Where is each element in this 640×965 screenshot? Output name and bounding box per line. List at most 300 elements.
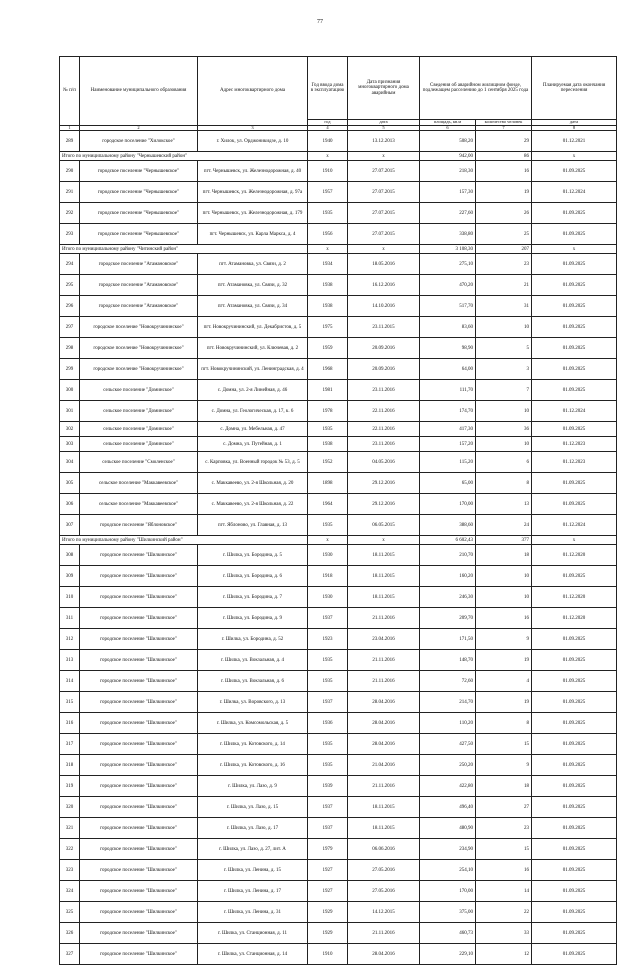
row-number: 317 [60,734,80,755]
date-cell: 14.10.2016 [348,296,420,317]
address-cell: г. Шилка, ул. Бородина, д. 6 [198,566,308,587]
plan-date-cell: 01.12.2023 [532,452,617,473]
year-cell: 1935 [308,203,348,224]
plan-date-cell: 01.09.2025 [532,566,617,587]
area-cell: 160,20 [420,566,476,587]
area-cell: 338,80 [420,224,476,245]
municipality-cell: городское поселение "Шилкинское" [80,545,198,566]
total-year: x [308,245,348,254]
municipality-cell: городское поселение "Шилкинское" [80,776,198,797]
area-cell: 254,10 [420,860,476,881]
address-cell: пгт. Яблоново, ул. Главная, д. 13 [198,515,308,536]
municipality-cell: сельское поселение "Доминское" [80,380,198,401]
table-row [60,881,617,902]
address-cell: пгт. Атамановка, ул. Связи, д. 34 [198,296,308,317]
people-cell: 10 [476,401,532,422]
total-label: Итого по муниципальному району "Шилкинский район" [60,536,308,545]
total-date: x [348,536,420,545]
date-cell: 21.04.2016 [348,755,420,776]
municipality-cell: городское поселение "Яблоновское" [80,515,198,536]
year-cell: 1935 [308,650,348,671]
address-cell: г. Шилка, ул. Бородина, д. 7 [198,587,308,608]
row-number: 302 [60,422,80,437]
table-row [60,380,617,401]
row-number: 290 [60,161,80,182]
table-row [60,545,617,566]
address-cell: г. Шилка, ул. Лазо, д. 9 [198,776,308,797]
total-people: 86 [476,152,532,161]
year-cell: 1936 [308,713,348,734]
date-cell: 21.11.2016 [348,608,420,629]
people-cell: 19 [476,692,532,713]
total-label: Итого по муниципальному району "Читинский район" [60,245,308,254]
table-row [60,587,617,608]
address-cell: г. Шилка, ул. Лазо, д. 17 [198,818,308,839]
municipality-cell: городское поселение "Шилкинское" [80,818,198,839]
year-cell: 1959 [308,338,348,359]
municipality-cell: городское поселение "Новокручининское" [80,338,198,359]
people-cell: 15 [476,734,532,755]
people-cell: 8 [476,473,532,494]
municipality-cell: городское поселение "Шилкинское" [80,881,198,902]
total-people: 207 [476,245,532,254]
row-number: 318 [60,755,80,776]
year-cell: 1923 [308,629,348,650]
plan-date-cell: 01.12.2024 [532,401,617,422]
plan-date-cell: 01.09.2025 [532,494,617,515]
subheader-date: дата [348,120,420,126]
address-cell: г. Шилка, ул. Котовского, д. 14 [198,734,308,755]
address-cell: с. Домна, ул. Геологическая, д. 17, к. 6 [198,401,308,422]
plan-date-cell: 01.12.2024 [532,515,617,536]
municipality-cell: городское поселение "Шилкинское" [80,587,198,608]
year-cell: 1935 [308,734,348,755]
date-cell: 20.09.2016 [348,338,420,359]
date-cell: 23.11.2015 [348,317,420,338]
table-row [60,650,617,671]
address-cell: г. Шилка, ул. Вокзальная, д. 4 [198,650,308,671]
date-cell: 28.04.2016 [348,944,420,965]
table-row [60,473,617,494]
year-cell: 1910 [308,161,348,182]
table-row [60,713,617,734]
plan-date-cell: 01.09.2025 [532,944,617,965]
row-number: 310 [60,587,80,608]
people-cell: 18 [476,776,532,797]
row-number: 325 [60,902,80,923]
total-year: x [308,536,348,545]
address-cell: г. Шилка, ул. Комсомольская, д. 5 [198,713,308,734]
year-cell: 1968 [308,359,348,380]
total-plan: x [532,152,617,161]
people-cell: 5 [476,338,532,359]
people-cell: 10 [476,437,532,452]
plan-date-cell: 01.09.2025 [532,755,617,776]
area-cell: 218,30 [420,161,476,182]
municipality-cell: городское поселение "Чернышевское" [80,224,198,245]
date-cell: 22.11.2016 [348,401,420,422]
municipality-cell: городское поселение "Атамановское" [80,275,198,296]
area-cell: 214,70 [420,692,476,713]
municipality-cell: городское поселение "Шилкинское" [80,923,198,944]
area-cell: 210,70 [420,545,476,566]
year-cell: 1979 [308,839,348,860]
municipality-cell: сельское поселение "Доминское" [80,437,198,452]
row-number: 314 [60,671,80,692]
date-cell: 20.09.2016 [348,359,420,380]
plan-date-cell: 01.09.2025 [532,422,617,437]
table-row [60,944,617,965]
address-cell: г. Шилка, ул. Бородина, д. 52 [198,629,308,650]
year-cell: 1927 [308,881,348,902]
date-cell: 16.12.2016 [348,275,420,296]
row-number: 321 [60,818,80,839]
row-number: 298 [60,338,80,359]
total-label: Итого по муниципальному району "Чернышевский район" [60,152,308,161]
date-cell: 28.04.2016 [348,692,420,713]
table-row [60,629,617,650]
year-cell: 1938 [308,275,348,296]
row-number: 312 [60,629,80,650]
table-row [60,692,617,713]
people-cell: 33 [476,923,532,944]
people-cell: 23 [476,818,532,839]
area-cell: 170,00 [420,881,476,902]
address-cell: пгт. Новокручининский, ул. Декабристов, д. 5 [198,317,308,338]
row-number: 324 [60,881,80,902]
year-cell: 1935 [308,515,348,536]
area-cell: 157,20 [420,437,476,452]
date-cell: 18.11.2015 [348,587,420,608]
people-cell: 16 [476,161,532,182]
year-cell: 1898 [308,473,348,494]
subheader-area: площадь, кв.м [420,120,476,126]
row-number: 294 [60,254,80,275]
year-cell: 1938 [308,437,348,452]
area-cell: 250,20 [420,755,476,776]
table-row [60,494,617,515]
header-date-recognized: Дата признания многоквартирного дома аварийным [348,57,420,120]
plan-date-cell: 01.12.2023 [532,437,617,452]
address-cell: пгт. Чернышевск, ул. Железнодорожная, д. 97а [198,182,308,203]
area-cell: 171,50 [420,629,476,650]
table-row [60,797,617,818]
date-cell: 28.04.2016 [348,734,420,755]
table-row [60,401,617,422]
address-cell: г. Шилка, ул. Бородина, д. 9 [198,608,308,629]
area-cell: 229,10 [420,944,476,965]
area-cell: 375,00 [420,902,476,923]
year-cell: 1935 [308,671,348,692]
table-row [60,275,617,296]
area-cell: 427,50 [420,734,476,755]
header-municipality: Наименование муниципального образования [80,57,198,126]
year-cell: 1927 [308,860,348,881]
date-cell: 27.05.2016 [348,881,420,902]
people-cell: 15 [476,839,532,860]
municipality-cell: городское поселение "Шилкинское" [80,944,198,965]
area-cell: 517,70 [420,296,476,317]
people-cell: 27 [476,797,532,818]
area-cell: 115,20 [420,452,476,473]
area-cell: 83,60 [420,317,476,338]
municipality-cell: городское поселение "Шилкинское" [80,860,198,881]
year-cell: 1929 [308,902,348,923]
address-cell: с. Домна, ул. Мебельная, д. 47 [198,422,308,437]
year-cell: 1935 [308,755,348,776]
row-number: 289 [60,131,80,152]
header-planned-date: Планируемая дата окончания переселения [532,57,617,120]
table-row [60,566,617,587]
people-cell: 9 [476,755,532,776]
area-cell: 460,73 [420,923,476,944]
area-cell: 64,00 [420,359,476,380]
municipality-cell: городское поселение "Чернышевское" [80,161,198,182]
date-cell: 27.07.2015 [348,161,420,182]
row-number: 316 [60,713,80,734]
plan-date-cell: 01.09.2025 [532,881,617,902]
column-number: 5 [348,125,420,131]
row-number: 326 [60,923,80,944]
plan-date-cell: 01.12.2024 [532,182,617,203]
municipality-cell: городское поселение "Хилокское" [80,131,198,152]
table-row [60,734,617,755]
date-cell: 18.11.2015 [348,818,420,839]
municipality-cell: городское поселение "Атамановское" [80,254,198,275]
address-cell: г. Шилка, ул. Станционная, д. 11 [198,923,308,944]
total-date: x [348,245,420,254]
year-cell: 1937 [308,608,348,629]
plan-date-cell: 01.09.2025 [532,797,617,818]
area-cell: 234,90 [420,839,476,860]
date-cell: 04.05.2016 [348,452,420,473]
housing-table [59,56,617,965]
municipality-cell: городское поселение "Шилкинское" [80,902,198,923]
plan-date-cell: 01.12.2021 [532,131,617,152]
area-cell: 174,70 [420,401,476,422]
date-cell: 23.11.2016 [348,437,420,452]
area-cell: 227,60 [420,203,476,224]
people-cell: 31 [476,296,532,317]
people-cell: 36 [476,422,532,437]
total-row [60,245,617,254]
address-cell: пгт. Чернышевск, ул. Карла Маркса, д. 4 [198,224,308,245]
row-number: 297 [60,317,80,338]
row-number: 315 [60,692,80,713]
header-address: Адрес многоквартирного дома [198,57,308,126]
address-cell: г. Шилка, ул. Лазо, д. 15 [198,797,308,818]
column-number: 2 [80,125,198,131]
row-number: 323 [60,860,80,881]
address-cell: г. Шилка, ул. Ленина, д. 31 [198,902,308,923]
row-number: 313 [60,650,80,671]
table-row [60,359,617,380]
municipality-cell: городское поселение "Шилкинское" [80,734,198,755]
people-cell: 10 [476,317,532,338]
plan-date-cell: 01.09.2025 [532,839,617,860]
date-cell: 21.11.2016 [348,776,420,797]
area-cell: 417,30 [420,422,476,437]
plan-date-cell: 01.09.2025 [532,671,617,692]
table-row [60,224,617,245]
date-cell: 18.11.2015 [348,797,420,818]
people-cell: 23 [476,254,532,275]
date-cell: 21.11.2016 [348,671,420,692]
header-info: Сведения об аварийном жилищном фонде, подлежащем расселению до 1 сентября 2025 года [420,57,532,120]
municipality-cell: городское поселение "Шилкинское" [80,797,198,818]
table-row [60,131,617,152]
plan-date-cell: 01.09.2025 [532,650,617,671]
row-number: 291 [60,182,80,203]
municipality-cell: городское поселение "Шилкинское" [80,671,198,692]
date-cell: 18.11.2015 [348,566,420,587]
area-cell: 470,20 [420,275,476,296]
people-cell: 24 [476,515,532,536]
plan-date-cell: 01.09.2025 [532,161,617,182]
date-cell: 13.12.2013 [348,131,420,152]
row-number: 303 [60,437,80,452]
year-cell: 1937 [308,797,348,818]
total-year: x [308,152,348,161]
area-cell: 170,00 [420,494,476,515]
column-number: 6 [420,125,476,131]
plan-date-cell: 01.09.2025 [532,713,617,734]
date-cell: 23.04.2016 [348,629,420,650]
column-number: 7 [476,125,532,131]
total-plan: x [532,536,617,545]
row-number: 322 [60,839,80,860]
people-cell: 21 [476,275,532,296]
address-cell: г. Шилка, ул. Бородина, д. 5 [198,545,308,566]
municipality-cell: городское поселение "Чернышевское" [80,203,198,224]
plan-date-cell: 01.09.2025 [532,692,617,713]
column-number: 1 [60,125,80,131]
year-cell: 1952 [308,452,348,473]
year-cell: 1930 [308,545,348,566]
table-row [60,437,617,452]
address-cell: пгт. Чернышевск, ул. Железнодорожная, д. 179 [198,203,308,224]
table-row [60,254,617,275]
area-cell: 422,80 [420,776,476,797]
address-cell: с. Домна, ул. 2-я Линейная, д. 46 [198,380,308,401]
municipality-cell: сельское поселение "Доминское" [80,401,198,422]
total-row [60,536,617,545]
year-cell: 1910 [308,944,348,965]
area-cell: 480,90 [420,818,476,839]
date-cell: 27.07.2015 [348,224,420,245]
table-row [60,515,617,536]
year-cell: 1975 [308,317,348,338]
area-cell: 157,30 [420,182,476,203]
table-row [60,317,617,338]
area-cell: 496,40 [420,797,476,818]
address-cell: с. Карповка, ул. Военный городок № 53, д. 5 [198,452,308,473]
people-cell: 3 [476,359,532,380]
header-num: № п/п [60,57,80,126]
area-cell: 72,60 [420,671,476,692]
address-cell: пгт. Атамановка, ул. Связи, д. 32 [198,275,308,296]
table-row [60,296,617,317]
people-cell: 6 [476,452,532,473]
address-cell: г. Хилок, ул. Орджоникидзе, д. 10 [198,131,308,152]
total-row [60,152,617,161]
plan-date-cell: 01.09.2025 [532,818,617,839]
people-cell: 10 [476,566,532,587]
plan-date-cell: 01.09.2025 [532,629,617,650]
date-cell: 27.07.2015 [348,182,420,203]
table-row [60,671,617,692]
plan-date-cell: 01.12.2020 [532,608,617,629]
plan-date-cell: 01.09.2025 [532,734,617,755]
municipality-cell: городское поселение "Новокручининское" [80,317,198,338]
row-number: 299 [60,359,80,380]
year-cell: 1930 [308,587,348,608]
address-cell: г. Шилка, ул. Станционная, д. 14 [198,944,308,965]
people-cell: 8 [476,713,532,734]
people-cell: 19 [476,182,532,203]
address-cell: пгт. Новокручининский, ул. Ленинградская, д. 4 [198,359,308,380]
municipality-cell: городское поселение "Новокручининское" [80,359,198,380]
address-cell: с. Домна, ул. Путейная, д. 1 [198,437,308,452]
plan-date-cell: 01.09.2025 [532,203,617,224]
total-area: 6 602,43 [420,536,476,545]
municipality-cell: городское поселение "Шилкинское" [80,713,198,734]
plan-date-cell: 01.09.2025 [532,296,617,317]
total-people: 377 [476,536,532,545]
municipality-cell: городское поселение "Шилкинское" [80,608,198,629]
people-cell: 18 [476,545,532,566]
people-cell: 10 [476,587,532,608]
people-cell: 26 [476,203,532,224]
year-cell: 1935 [308,422,348,437]
table-row [60,839,617,860]
subheader-plan: дата [532,120,617,126]
address-cell: г. Шилка, ул. Воровского, д. 13 [198,692,308,713]
total-date: x [348,152,420,161]
row-number: 311 [60,608,80,629]
date-cell: 21.11.2016 [348,923,420,944]
date-cell: 14.12.2015 [348,902,420,923]
date-cell: 27.05.2016 [348,860,420,881]
table-row [60,182,617,203]
row-number: 319 [60,776,80,797]
municipality-cell: городское поселение "Шилкинское" [80,692,198,713]
address-cell: г. Шилка, ул. Ленина, д. 15 [198,860,308,881]
year-cell: 1964 [308,494,348,515]
column-number: 3 [198,125,308,131]
address-cell: г. Шилка, ул. Ленина, д. 17 [198,881,308,902]
area-cell: 508,20 [420,131,476,152]
row-number: 300 [60,380,80,401]
table-row [60,923,617,944]
people-cell: 29 [476,131,532,152]
table-row [60,776,617,797]
address-cell: с. Маккавеево, ул. 2-я Школьная, д. 22 [198,494,308,515]
people-cell: 14 [476,881,532,902]
area-cell: 148,70 [420,650,476,671]
municipality-cell: городское поселение "Шилкинское" [80,839,198,860]
people-cell: 16 [476,608,532,629]
plan-date-cell: 01.09.2025 [532,380,617,401]
year-cell: 1938 [308,296,348,317]
year-cell: 1957 [308,182,348,203]
row-number: 320 [60,797,80,818]
people-cell: 25 [476,224,532,245]
header-year: Год ввода дома в эксплуатацию [308,57,348,120]
municipality-cell: городское поселение "Шилкинское" [80,650,198,671]
row-number: 308 [60,545,80,566]
people-cell: 4 [476,671,532,692]
